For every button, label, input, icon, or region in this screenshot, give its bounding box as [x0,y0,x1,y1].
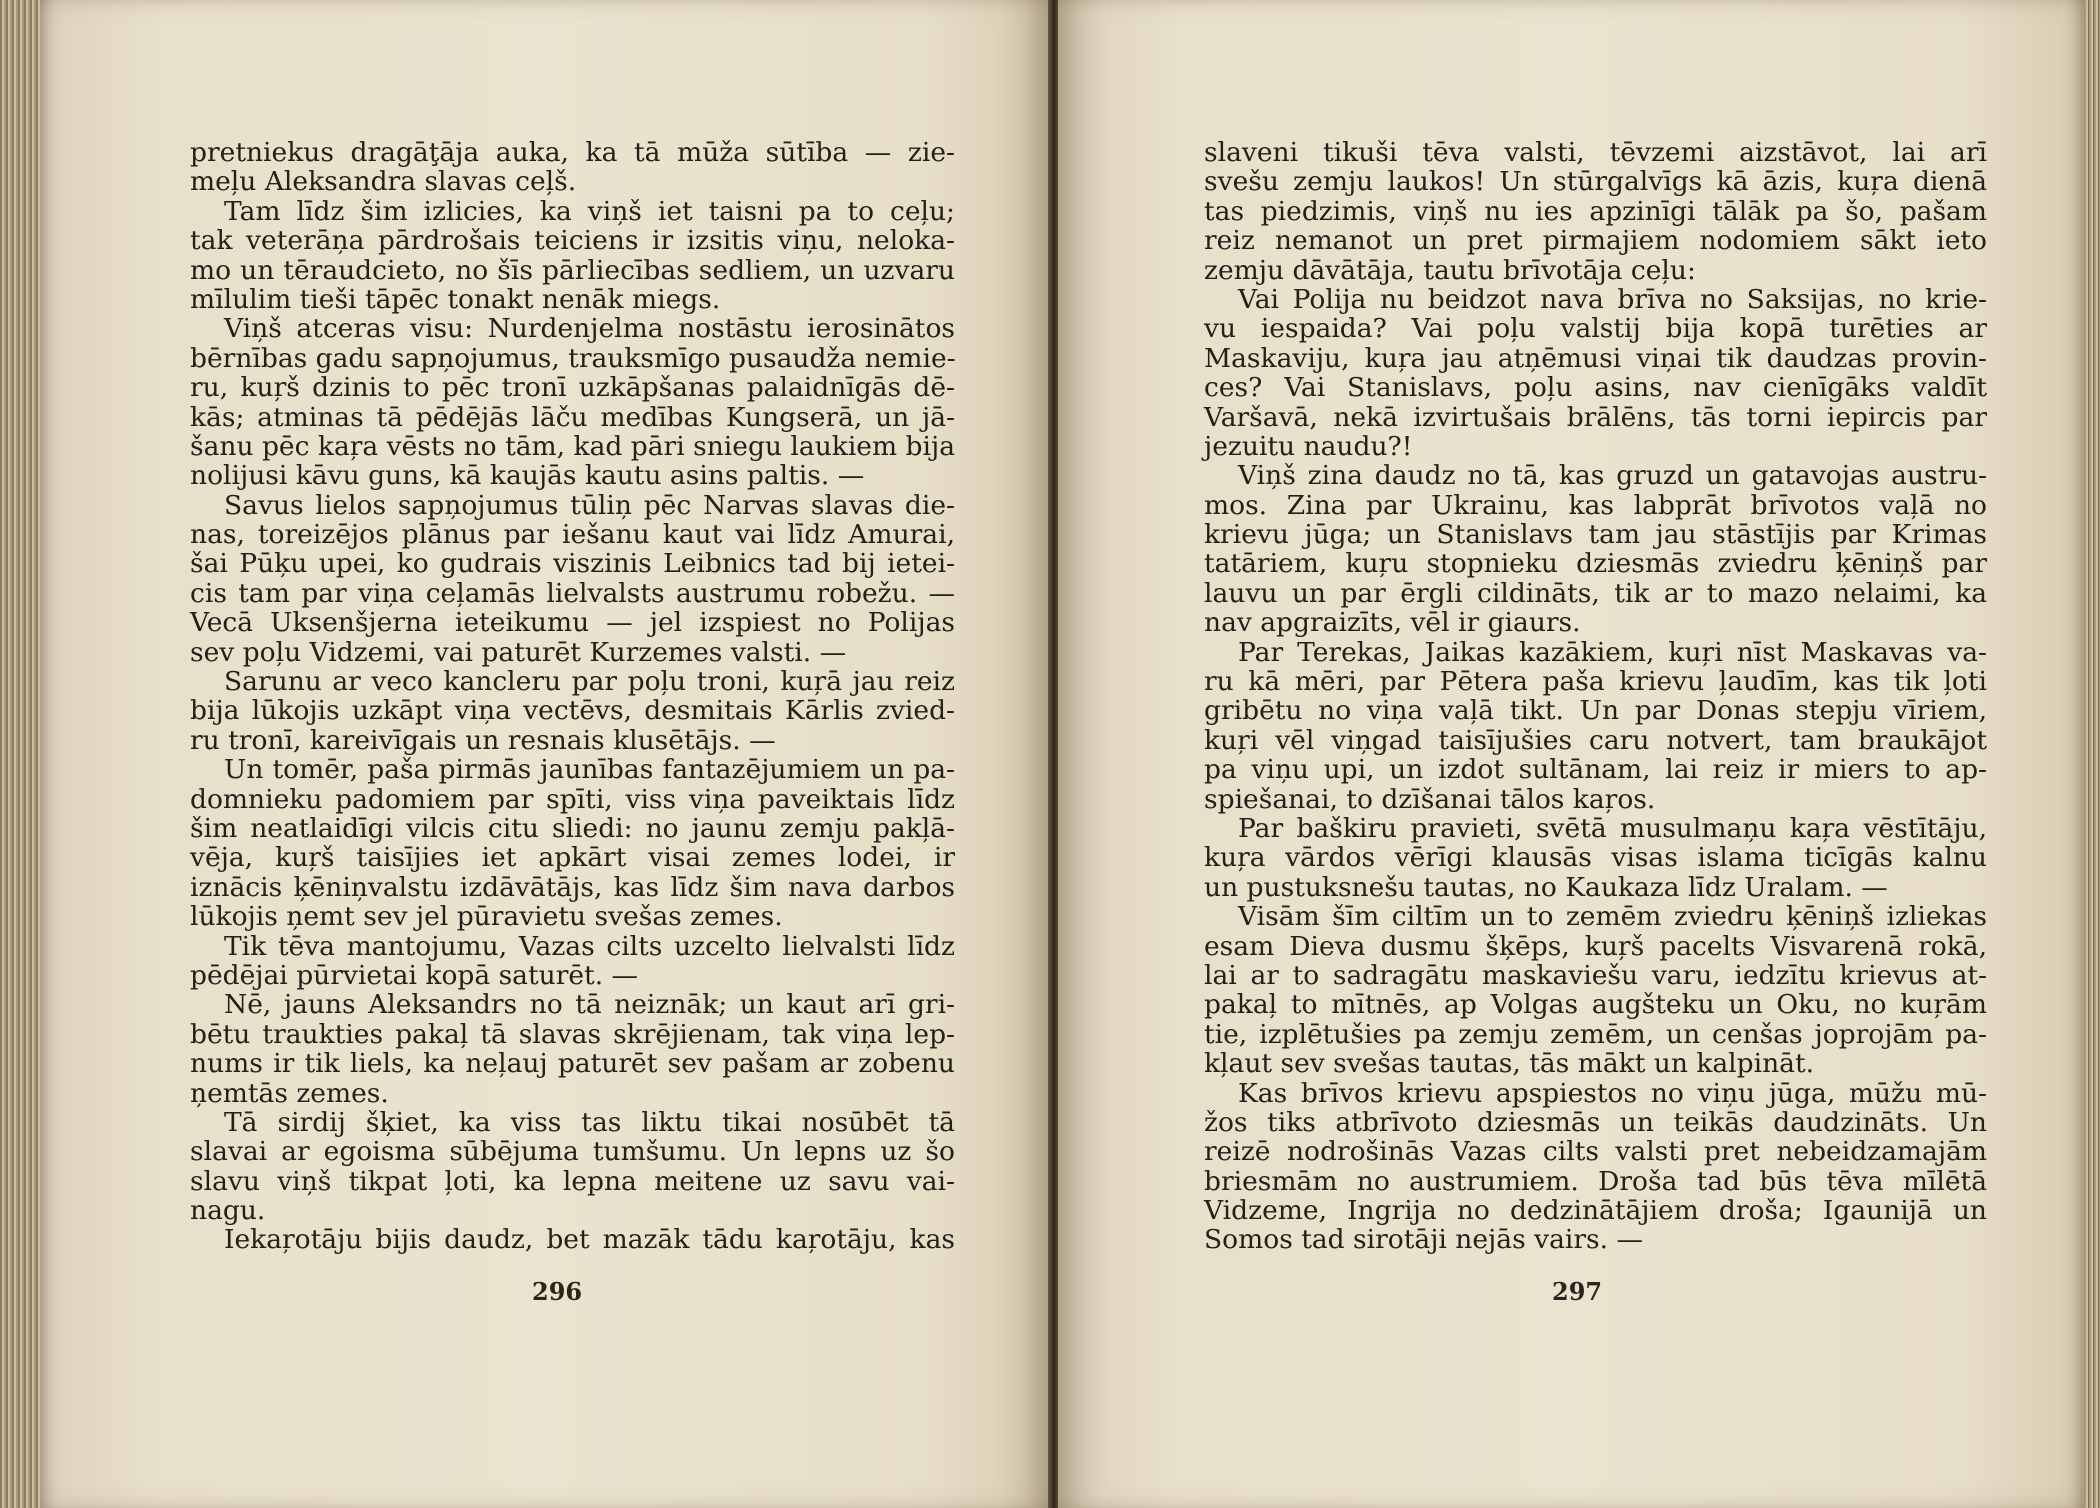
text-line: pa viņu upi, un izdot sultānam, lai reiz ir miers to ap- [1204,754,1987,786]
right-page-stack-edge [2084,0,2100,1508]
text-line: šim neatlaidīgi vilcis citu sliedi: no jaunu zemju pakļā- [190,812,955,844]
text-line: Par Terekas, Jaikas kazākiem, kuŗi nīst Maskavas va- [1238,636,1987,668]
text-line: Viņš zina daudz no tā, kas gruzd un gatavojas austru- [1238,460,1987,492]
text-line: Sarunu ar veco kancleru par poļu troni, kuŗā jau reiz [224,666,955,698]
text-line: Tik tēva mantojumu, Vazas cilts uzcelto lielvalsti līdz [224,930,955,962]
text-line: vu iespaida? Vai poļu valstij bija kopā turēties ar [1204,313,1987,345]
text-line: kās; atminas tā pēdējās lāču medības Kungserā, un jā- [190,401,955,433]
text-line: bētu traukties pakaļ tā slavas skrējienam, tak viņa lep- [190,1018,955,1050]
text-line: kuŗa vārdos vērīgi klausās visas islama ticīgās kalnu [1204,842,1987,874]
text-line: iznācis ķēniņvalstu izdāvātājs, kas līdz šim nava darbos [190,871,955,903]
text-line: reiz nemanot un pret pirmajiem nodomiem sākt ieto [1204,225,1987,257]
text-line: nav apgraizīts, vēl ir giaurs. [1204,607,1581,639]
text-line: nas, toreizējos plānus par iešanu kaut vai līdz Amurai, [190,519,955,551]
text-line: ru, kuŗš dzinis to pēc tronī uzkāpšanas palaidnīgās dē- [190,372,955,404]
text-line: ņemtās zemes. [190,1077,389,1109]
text-line: reizē nodrošinās Vazas cilts valsti pret nebeidzamajām [1204,1136,1987,1168]
right-page [1058,0,2086,1508]
text-line: nums ir tik liels, ka neļauj paturēt sev pašam ar zobenu [190,1048,955,1080]
text-line: briesmām no austrumiem. Droša tad būs tēva mīlētā [1204,1165,1987,1197]
left-page-number: 296 [532,1277,583,1306]
text-line: Savus lielos sapņojumus tūliņ pēc Narvas slavas die- [224,489,955,521]
text-line: Vidzeme, Ingrija no dedzinātājiem droša; Igaunijā un [1204,1195,1987,1227]
text-line: lūkojis ņemt sev jel pūravietu svešas zemes. [190,901,783,933]
text-line: vēja, kuŗš taisījies iet apkārt visai zemes lodei, ir [190,842,955,874]
text-line: lai ar to sadragātu maskaviešu varu, iedzītu krievus at- [1204,959,1987,991]
text-line: šanu pēc kaŗa vēsts no tām, kad pāri sniegu laukiem bija [190,430,955,462]
text-line: meļu Aleksandra slavas ceļš. [190,166,577,198]
text-line: Visām šīm ciltīm un to zemēm zviedru ķēniņš izliekas [1238,901,1987,933]
left-page-text [190,138,955,1255]
text-line: Tam līdz šim izlicies, ka viņš iet taisni pa to ceļu; [224,195,955,227]
text-line: pēdējai pūrvietai kopā saturēt. — [190,959,639,991]
text-line: bērnības gadu sapņojumus, trauksmīgo pusaudža nemie- [190,342,956,374]
text-line: esam Dieva dusmu šķēps, kuŗš pacelts Visvarenā rokā, [1204,930,1987,962]
text-line: tie, izplētušies pa zemju zemēm, un cenšas joprojām pa- [1204,1018,1987,1050]
text-line: Nē, jauns Aleksandrs no tā neiznāk; un kaut arī gri- [224,989,955,1021]
text-line: slaveni tikuši tēva valsti, tēvzemi aizstāvot, lai arī [1204,137,1987,168]
text-line: Un tomēr, paša pirmās jaunības fantazējumiem un pa- [224,754,955,786]
text-line: ru kā mēri, par Pētera paša krievu ļaudīm, kas tik ļoti [1204,666,1987,698]
text-line: Tā sirdij šķiet, ka viss tas liktu tikai nosūbēt tā [224,1106,955,1138]
text-line: Maskaviju, kuŗa jau atņēmusi viņai tik daudzas provin- [1204,342,1987,374]
text-line: nolijusi kāvu guns, kā kaujās kautu asins paltis. — [190,460,865,492]
text-line: pretniekus dragāţāja auka, ka tā mūža sūtība — zie- [190,137,955,168]
text-line: Varšavā, nekā izvirtušais brālēns, tās torni iepircis par [1204,401,1987,433]
text-line: šai Pūķu upei, ko gudrais viszinis Leibnics tad bij ietei- [190,548,955,580]
text-line: kuŗi vēl viņgad taisījušies caru notvert, tam braukājot [1204,724,1987,756]
text-line: tak veterāņa pārdrošais teiciens ir izsitis viņu, neloka- [190,225,955,257]
right-page-text [1204,138,1987,1255]
text-line: tatāriem, kuŗu stopnieku dziesmās zviedru ķēniņš par [1204,548,1987,580]
text-line: kļaut sev svešas tautas, tās mākt un kalpināt. [1204,1048,1815,1080]
text-line: Kas brīvos krievu apspiestos no viņu jūga, mūžu mū- [1238,1077,1987,1109]
text-line: ru tronī, kareivīgais un resnais klusētājs. — [190,724,776,756]
text-line: Iekaŗotāju bijis daudz, bet mazāk tādu kaŗotāju, kas [224,1224,955,1256]
text-line: ces? Vai Stanislavs, poļu asins, nav cienīgāks valdīt [1204,372,1987,404]
text-line: Somos tad sirotāji nejās vairs. — [1204,1224,1643,1256]
text-line: pakaļ to mītnēs, ap Volgas augšteku un Oku, no kuŗām [1204,989,1987,1021]
text-line: Par baškiru pravieti, svētā musulmaņu kaŗa vēstītāju, [1238,812,1987,844]
text-line: jezuitu naudu?! [1204,430,1413,462]
text-line: un pustuksnešu tautas, no Kaukaza līdz Uralam. — [1204,871,1888,903]
text-line: sev poļu Vidzemi, vai paturēt Kurzemes valsti. — [190,636,847,668]
text-line: domnieku padomiem par spīti, viss viņa paveiktais līdz [190,783,955,815]
text-line: Vai Polija nu beidzot nava brīva no Saksijas, no krie- [1238,283,1987,315]
text-line: mos. Zina par Ukrainu, kas labprāt brīvotos vaļā no [1204,489,1987,521]
text-line: krievu jūga; un Stanislavs tam jau stāstījis par Krimas [1204,519,1987,551]
left-page [38,0,1050,1508]
text-line: spiešanai, to dzīšanai tālos kaŗos. [1204,783,1656,815]
text-line: nagu. [190,1195,266,1227]
right-page-number: 297 [1552,1277,1603,1306]
text-line: svešu zemju laukos! Un stūrgalvīgs kā āzis, kuŗa dienā [1204,166,1987,198]
text-line: slavai ar egoisma sūbējuma tumšumu. Un lepns uz šo [190,1136,955,1168]
text-line: mīlulim tieši tāpēc tonakt nenāk miegs. [190,283,721,315]
text-line: zemju dāvātāja, tautu brīvotāja ceļu: [1204,254,1696,286]
text-line: bija lūkojis uzkāpt viņa vectēvs, desmitais Kārlis zvied- [190,695,955,727]
text-line: cis tam par viņa ceļamās lielvalsts austrumu robežu. — [190,577,955,609]
text-line: slavu viņš tikpat ļoti, ka lepna meitene uz savu vai- [190,1165,955,1197]
left-page-stack-edge [0,0,40,1508]
text-line: Vecā Uksenšjerna ieteikumu — jel izspiest no Polijas [190,607,955,639]
text-line: lauvu un par ērgli cildināts, tik ar to mazo nelaimi, ka [1204,577,1987,609]
text-line: Viņš atceras visu: Nurdenjelma nostāstu ierosinātos [224,313,955,345]
text-line: mo un tēraudcieto, no šīs pārliecības sedliem, un uzvaru [190,254,955,286]
text-line: gribētu no viņa vaļā tikt. Un par Donas stepju vīriem, [1204,695,1987,727]
text-line: žos tiks atbrīvoto dziesmās un teikās daudzināts. Un [1204,1106,1987,1138]
text-line: tas piedzimis, viņš nu ies apzinīgi tālāk pa šo, pašam [1204,195,1987,227]
